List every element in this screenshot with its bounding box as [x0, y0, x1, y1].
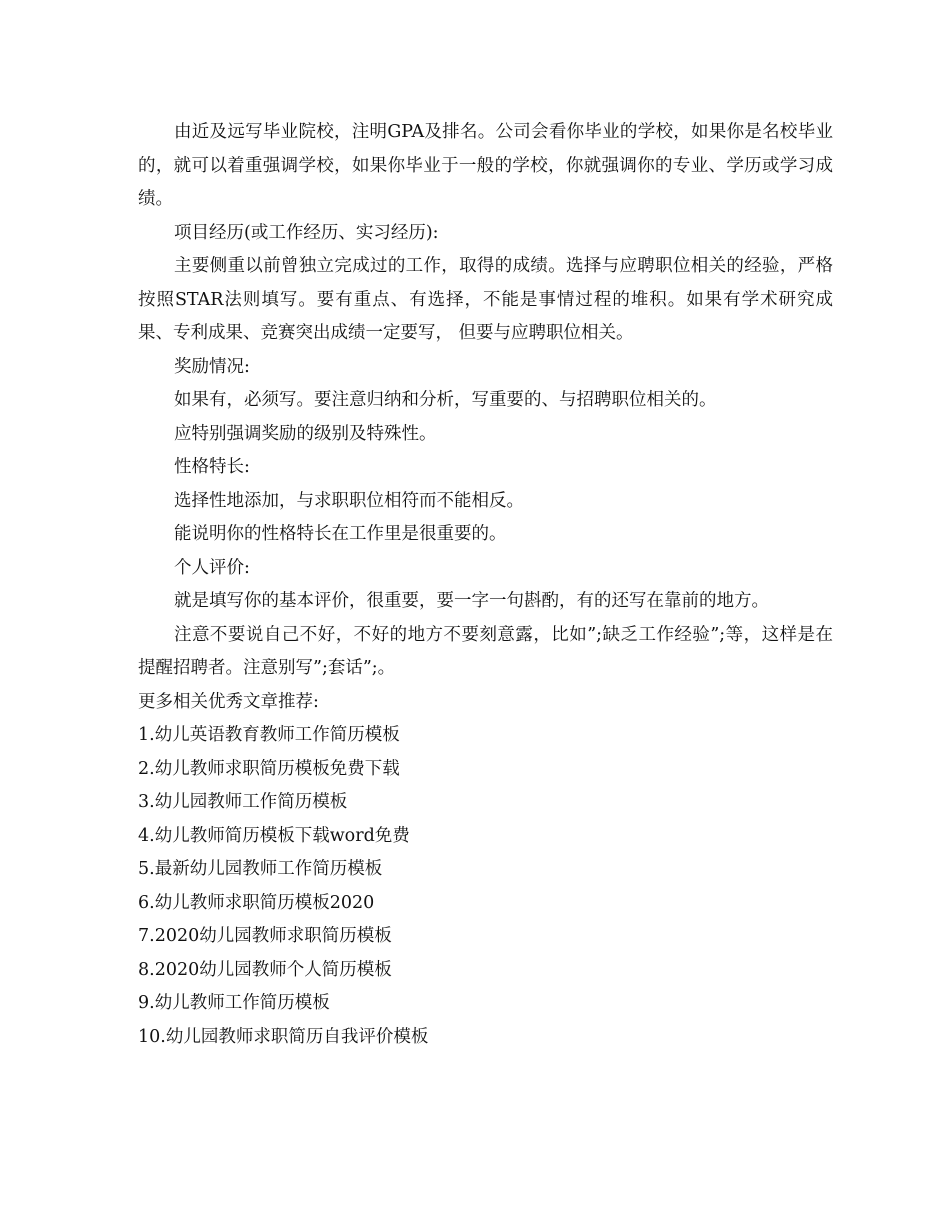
recommend-link[interactable]: 4.幼儿教师简历模板下载word免费: [138, 825, 410, 846]
paragraph-self-evaluation-2: 注意不要说自己不好，不好的地方不要刻意露，比如”;缺乏工作经验”;等，这样是在提醒招聘者。注意别写”;套话”;。: [138, 624, 833, 678]
recommend-link[interactable]: 9.幼儿教师工作简历模板: [138, 993, 330, 1013]
heading-awards: 奖励情况:: [174, 356, 250, 377]
recommend-link[interactable]: 1.幼儿英语教育教师工作简历模板: [138, 725, 400, 745]
recommend-link[interactable]: 6.幼儿教师求职简历模板2020: [138, 892, 375, 913]
document-body: [138, 116, 833, 1054]
heading-project-experience: 项目经历(或工作经历、实习经历):: [174, 222, 439, 243]
recommend-link[interactable]: 10.幼儿园教师求职简历自我评价模板: [138, 1026, 429, 1047]
paragraph-personality-2: 能说明你的性格特长在工作里是很重要的。: [174, 524, 507, 544]
recommend-heading: 更多相关优秀文章推荐:: [138, 691, 319, 712]
recommend-link[interactable]: 3.幼儿园教师工作简历模板: [138, 792, 348, 812]
heading-self-evaluation: 个人评价:: [174, 557, 250, 578]
paragraph-awards-1: 如果有，必须写。要注意归纳和分析，写重要的、与招聘职位相关的。: [174, 390, 717, 410]
heading-personality: 性格特长:: [174, 457, 250, 477]
paragraph-project-experience: 主要侧重以前曾独立完成过的工作，取得的成绩。选择与应聘职位相关的经验，严格按照STAR法则填写。要有重点、有选择，不能是事情过程的堆积。如果有学术研究成果、专利成果、竞赛突出成绩一定要写， 但要与应聘职位相关。: [138, 256, 833, 343]
recommend-link[interactable]: 7.2020幼儿园教师求职简历模板: [138, 926, 392, 946]
paragraph-education: 由近及远写毕业院校，注明GPA及排名。公司会看你毕业的学校，如果你是名校毕业的，就可以着重强调学校，如果你毕业于一般的学校，你就强调你的专业、学历或学习成绩。: [138, 122, 833, 209]
recommend-link[interactable]: 5.最新幼儿园教师工作简历模板: [138, 859, 383, 879]
recommend-link[interactable]: 8.2020幼儿园教师个人简历模板: [138, 959, 392, 980]
paragraph-self-evaluation-1: 就是填写你的基本评价，很重要，要一字一句斟酌，有的还写在靠前的地方。: [174, 591, 769, 611]
recommend-list: [138, 719, 833, 1054]
paragraph-awards-2: 应特别强调奖励的级别及特殊性。: [174, 423, 437, 444]
recommend-link[interactable]: 2.幼儿教师求职简历模板免费下载: [138, 758, 400, 779]
paragraph-personality-1: 选择性地添加，与求职职位相符而不能相反。: [174, 490, 524, 511]
